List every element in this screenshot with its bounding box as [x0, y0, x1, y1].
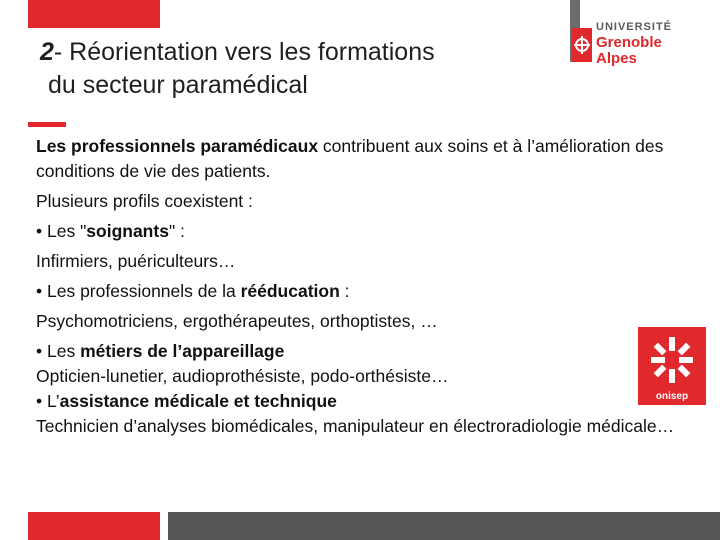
detail-appareillage: Opticien-lunetier, audioprothésiste, podo-orthésiste…: [36, 366, 449, 386]
bullet1-prefix: • Les ": [36, 221, 87, 241]
intro-paragraph: [36, 134, 676, 184]
bullet3-bold: métiers de l’appareillage: [80, 341, 285, 361]
bullet4-prefix: • L’: [36, 391, 60, 411]
bullet-assistance: [36, 389, 676, 414]
top-red-bar: [28, 0, 160, 28]
title-line2: du secteur paramédical: [48, 71, 308, 99]
bullet3-prefix: • Les: [36, 341, 81, 361]
title-line1: - Réorientation vers les formations: [53, 38, 435, 66]
bullet-reeducation: [36, 279, 676, 304]
slide-body: [36, 134, 676, 439]
bullet1-suffix: " :: [168, 221, 185, 241]
bottom-red-bar: [28, 512, 160, 540]
intro-bold: Les professionnels paramédicaux: [36, 136, 319, 156]
detail-reeducation: Psychomotriciens, ergothérapeutes, orthoptistes, …: [36, 311, 438, 331]
onisep-emblem-icon: [638, 331, 706, 391]
bullet-soignants: [36, 219, 676, 244]
bullet4-bold: assistance médicale et technique: [59, 391, 337, 411]
detail-assistance: Technicien d’analyses biomédicales, manipulateur en électroradiologie médicale…: [36, 416, 675, 436]
bullet2-bold: rééducation: [240, 281, 340, 301]
universite-grenoble-alpes-logo: [572, 20, 682, 70]
profiles-line: Plusieurs profils coexistent :: [36, 191, 253, 211]
onisep-label: onisep: [655, 391, 689, 402]
uga-emblem-icon: [572, 28, 592, 62]
title-number: 2: [40, 38, 54, 66]
uga-line3: Alpes: [596, 50, 637, 67]
detail-soignants: Infirmiers, puériculteurs…: [36, 251, 236, 271]
title-accent-bar: [28, 122, 66, 127]
onisep-logo: [638, 327, 706, 405]
slide-title: [40, 36, 435, 102]
bullet1-bold: soignants: [86, 221, 169, 241]
bullet2-suffix: :: [339, 281, 350, 301]
intro-rest: contribuent aux soins et à l’amélioration des conditions de vie des patients.: [36, 136, 664, 181]
bullet-appareillage: [36, 339, 676, 364]
bottom-gray-bar: [168, 512, 720, 540]
bullet2-prefix: • Les professionnels de la: [36, 281, 241, 301]
uga-line1: UNIVERSITÉ: [596, 21, 673, 33]
uga-line2: Grenoble: [596, 34, 662, 51]
